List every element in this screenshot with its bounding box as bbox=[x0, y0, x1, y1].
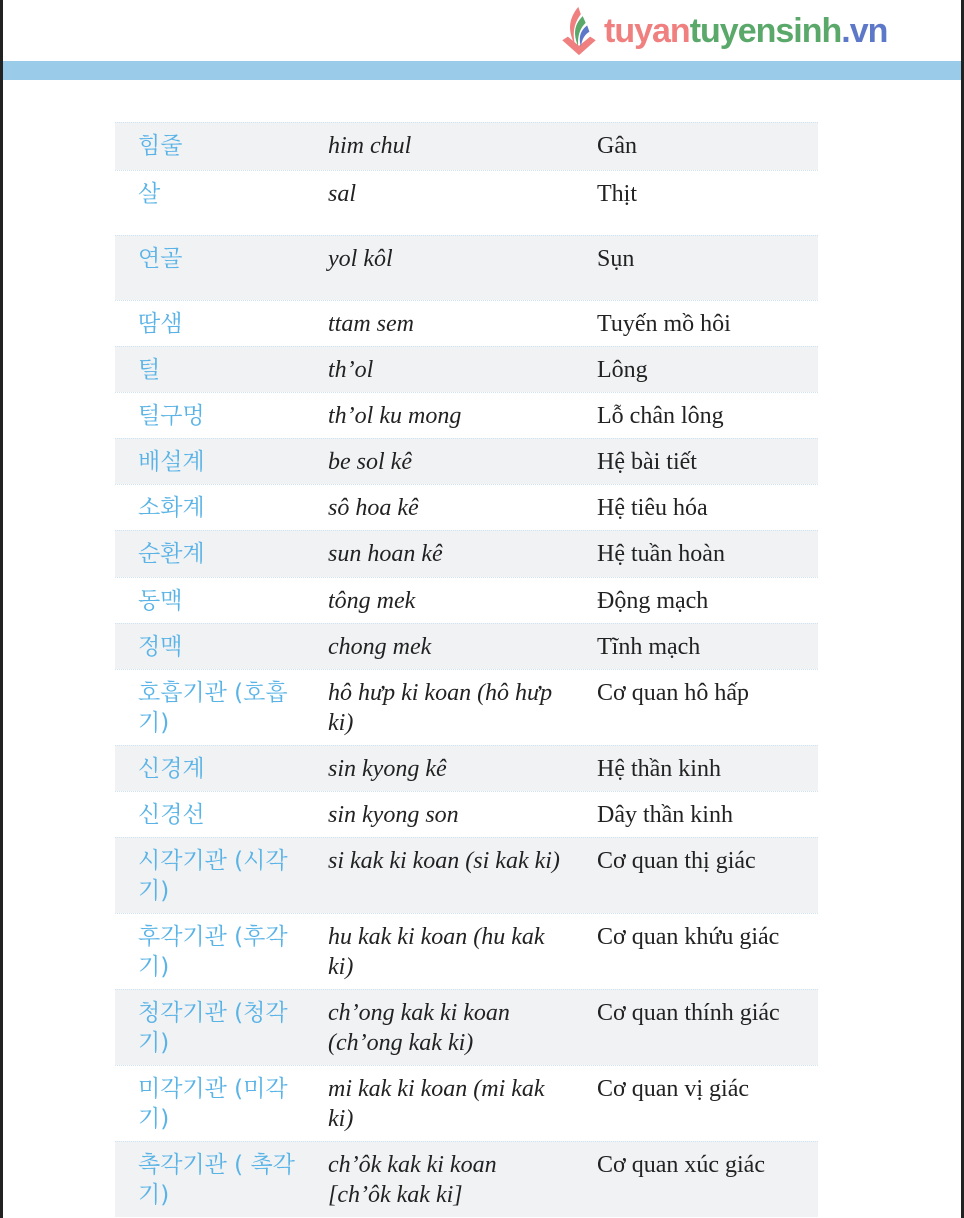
watermark bbox=[560, 4, 887, 58]
watermark-text bbox=[604, 11, 887, 51]
table-row bbox=[115, 623, 818, 669]
korean-term: 청각기관 (청각기) bbox=[138, 1000, 288, 1056]
vietnamese-meaning: Sụn bbox=[597, 246, 635, 272]
vietnamese-meaning: Lông bbox=[597, 357, 648, 383]
page-border-left bbox=[0, 0, 3, 1218]
romanization: hu kak ki koan (hu kak ki) bbox=[328, 924, 545, 980]
korean-term: 호흡기관 (호흡기) bbox=[138, 680, 288, 736]
vietnamese-meaning: Hệ bài tiết bbox=[597, 449, 697, 475]
vietnamese-meaning: Thịt bbox=[597, 181, 637, 207]
table-row bbox=[115, 837, 818, 913]
vietnamese-meaning: Động mạch bbox=[597, 588, 709, 614]
table-row bbox=[115, 484, 818, 530]
korean-term: 땀샘 bbox=[138, 311, 183, 337]
romanization: sun hoan kê bbox=[328, 541, 443, 567]
romanization: him chul bbox=[328, 133, 412, 159]
table-row bbox=[115, 170, 818, 235]
korean-term: 신경선 bbox=[138, 802, 205, 828]
korean-term: 미각기관 (미각기) bbox=[138, 1076, 288, 1132]
flame-logo-icon bbox=[560, 5, 598, 57]
romanization: tông mek bbox=[328, 588, 416, 614]
vietnamese-meaning: Lỗ chân lông bbox=[597, 403, 724, 429]
table-row bbox=[115, 122, 818, 170]
table-row bbox=[115, 791, 818, 837]
watermark-part: tuyensinh bbox=[689, 12, 842, 50]
vietnamese-meaning: Cơ quan thính giác bbox=[597, 1000, 780, 1026]
table-row bbox=[115, 530, 818, 577]
romanization: ch’ong kak ki koan (ch’ong kak ki) bbox=[328, 1000, 510, 1056]
table-row bbox=[115, 745, 818, 791]
romanization: th’ol bbox=[328, 357, 374, 383]
korean-term: 신경계 bbox=[138, 756, 205, 782]
romanization: sal bbox=[328, 181, 357, 207]
korean-term: 털 bbox=[138, 357, 161, 383]
table-row bbox=[115, 913, 818, 989]
vietnamese-meaning: Cơ quan khứu giác bbox=[597, 924, 780, 950]
vocabulary-table bbox=[115, 122, 818, 1217]
romanization: sô hoa kê bbox=[328, 495, 419, 521]
korean-term: 연골 bbox=[138, 246, 183, 272]
korean-term: 시각기관 (시각기) bbox=[138, 848, 288, 904]
romanization: chong mek bbox=[328, 634, 432, 660]
vietnamese-meaning: Tuyến mồ hôi bbox=[597, 311, 731, 337]
korean-term: 털구멍 bbox=[138, 403, 205, 429]
romanization: ch’ôk kak ki koan [ch’ôk kak ki] bbox=[328, 1152, 497, 1208]
romanization: sin kyong kê bbox=[328, 756, 447, 782]
vietnamese-meaning: Hệ tuần hoàn bbox=[597, 541, 725, 567]
table-row bbox=[115, 1065, 818, 1141]
table-row bbox=[115, 392, 818, 438]
watermark-part: .vn bbox=[841, 12, 888, 50]
romanization: sin kyong son bbox=[328, 802, 459, 828]
romanization: ttam sem bbox=[328, 311, 414, 337]
vietnamese-meaning: Cơ quan hô hấp bbox=[597, 680, 750, 706]
watermark-part: tuyan bbox=[604, 12, 690, 50]
table-row bbox=[115, 300, 818, 346]
table-row bbox=[115, 989, 818, 1065]
korean-term: 동맥 bbox=[138, 588, 183, 614]
romanization: be sol kê bbox=[328, 449, 412, 475]
korean-term: 힘줄 bbox=[138, 133, 183, 159]
table-row bbox=[115, 669, 818, 745]
romanization: th’ol ku mong bbox=[328, 403, 462, 429]
table-row bbox=[115, 235, 818, 300]
table-row bbox=[115, 438, 818, 484]
vietnamese-meaning: Cơ quan thị giác bbox=[597, 848, 756, 874]
romanization: hô hưp ki koan (hô hưp ki) bbox=[328, 680, 553, 736]
romanization: yol kôl bbox=[328, 246, 393, 272]
vietnamese-meaning: Cơ quan vị giác bbox=[597, 1076, 749, 1102]
table-row bbox=[115, 577, 818, 623]
korean-term: 순환계 bbox=[138, 541, 205, 567]
korean-term: 촉각기관 ( 촉각기) bbox=[138, 1152, 295, 1208]
table-row bbox=[115, 1141, 818, 1217]
romanization: si kak ki koan (si kak ki) bbox=[328, 848, 560, 874]
korean-term: 살 bbox=[138, 181, 161, 207]
vietnamese-meaning: Tĩnh mạch bbox=[597, 634, 701, 660]
header-band bbox=[3, 61, 961, 80]
vietnamese-meaning: Hệ tiêu hóa bbox=[597, 495, 708, 521]
romanization: mi kak ki koan (mi kak ki) bbox=[328, 1076, 545, 1132]
table-row bbox=[115, 346, 818, 392]
vietnamese-meaning: Cơ quan xúc giác bbox=[597, 1152, 765, 1178]
korean-term: 후각기관 (후각기) bbox=[138, 924, 288, 980]
vietnamese-meaning: Hệ thần kinh bbox=[597, 756, 721, 782]
vietnamese-meaning: Gân bbox=[597, 133, 637, 159]
korean-term: 소화계 bbox=[138, 495, 205, 521]
vietnamese-meaning: Dây thần kinh bbox=[597, 802, 733, 828]
korean-term: 정맥 bbox=[138, 634, 183, 660]
korean-term: 배설계 bbox=[138, 449, 205, 475]
